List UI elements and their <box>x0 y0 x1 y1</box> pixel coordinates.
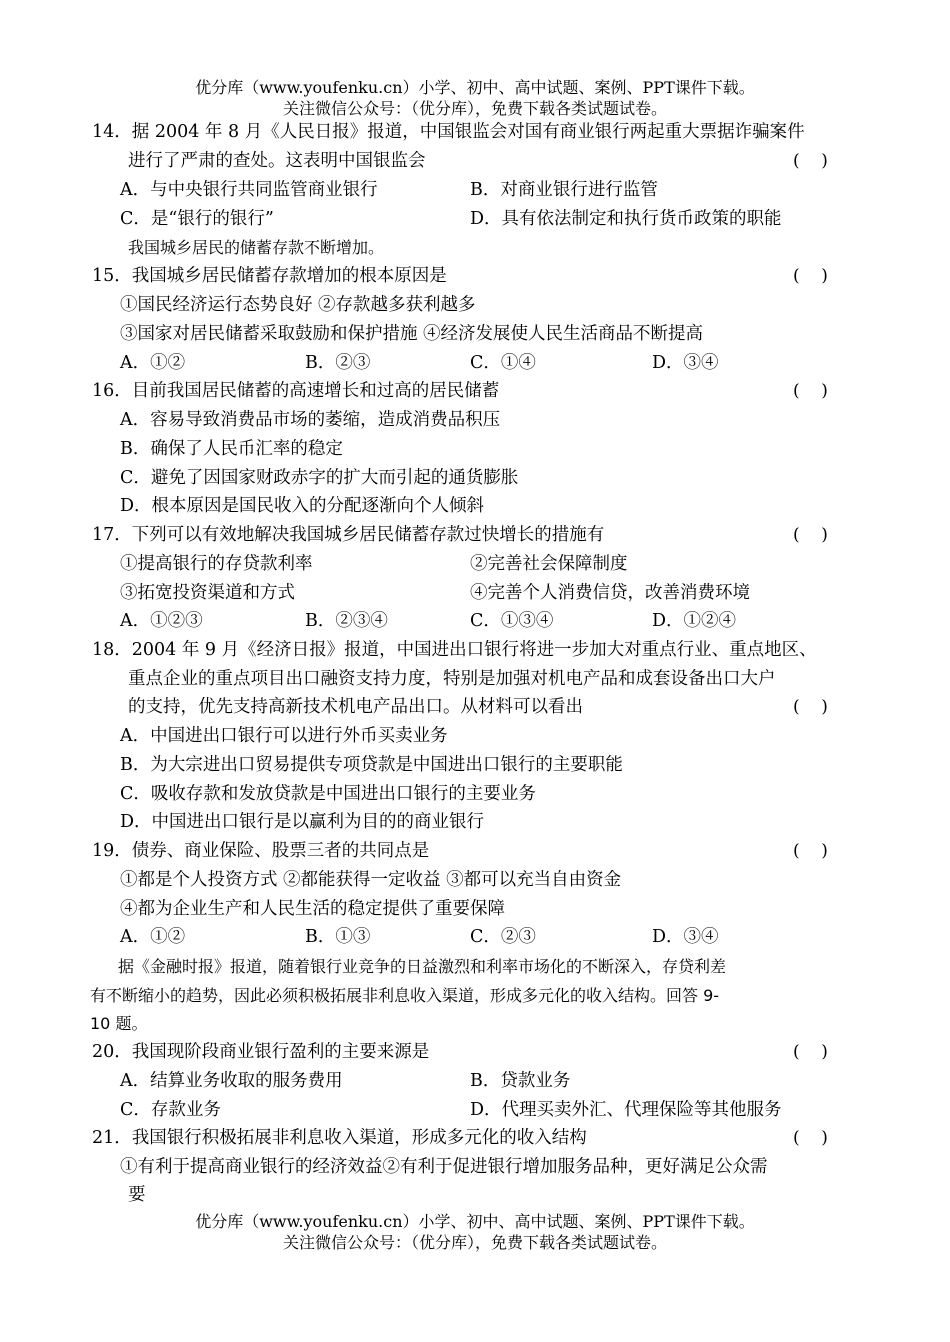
q17-choice-3: ③拓宽投资渠道和方式 <box>120 583 295 603</box>
q14-stem-line-2: 进行了严肃的查处。这表明中国银监会 <box>128 151 426 171</box>
q14-option-c: C．是“银行的银行” <box>120 209 274 229</box>
q17-choice-4: ④完善个人消费信贷，改善消费环境 <box>470 583 750 603</box>
q15-option-a: A．①② <box>120 353 186 373</box>
q19-option-b: B．①③ <box>305 927 371 947</box>
q15-option-c: C．①④ <box>470 353 536 373</box>
q19-option-c: C．②③ <box>470 927 536 947</box>
q18-answer-blank: ( ) <box>793 697 828 717</box>
q15-option-d: D．③④ <box>652 353 719 373</box>
q14-option-a: A．与中央银行共同监管商业银行 <box>120 180 378 200</box>
q18-option-d: D．中国进出口银行是以赢利为目的的商业银行 <box>120 812 485 832</box>
q17-stem: 17．下列可以有效地解决我国城乡居民储蓄存款过快增长的措施有 <box>92 525 605 545</box>
q18-stem-line-2: 重点企业的重点项目出口融资支持力度，特别是加强对机电产品和成套设备出口大户 <box>128 669 776 689</box>
q16-option-b: B．确保了人民币汇率的稳定 <box>120 439 343 459</box>
q21-choices-line-2: 要 <box>128 1185 146 1205</box>
q19-option-a: A．①② <box>120 927 186 947</box>
q21-answer-blank: ( ) <box>793 1128 828 1148</box>
q14-stem-line-1: 14．据 2004 年 8 月《人民日报》报道，中国银监会对国有商业银行两起重大票据诈骗案件 <box>92 122 805 142</box>
q19-option-d: D．③④ <box>652 927 719 947</box>
q14-answer-blank: ( ) <box>793 151 828 171</box>
q19-choices-line-1: ①都是个人投资方式 ②都能获得一定收益 ③都可以充当自由资金 <box>120 870 622 890</box>
passage-finance-line-3: 10 题。 <box>90 1014 148 1033</box>
q18-option-a: A．中国进出口银行可以进行外币买卖业务 <box>120 726 448 746</box>
footer-line-2: 关注微信公众号：（优分库），免费下载各类试题试卷。 <box>282 1233 667 1252</box>
q16-stem: 16．目前我国居民储蓄的高速增长和过高的居民储蓄 <box>92 381 500 401</box>
q14-option-d: D．具有依法制定和执行货币政策的职能 <box>470 209 782 229</box>
q19-choices-line-2: ④都为企业生产和人民生活的稳定提供了重要保障 <box>120 899 505 919</box>
header-line-1: 优分库（www.youfenku.cn）小学、初中、高中试题、案例、PPT课件下载。 <box>195 78 755 97</box>
passage-finance-line-1: 据《金融时报》报道，随着银行业竞争的日益激烈和利率市场化的不断深入，存贷利差 <box>118 957 727 976</box>
q17-option-b: B．②③④ <box>305 611 388 631</box>
q20-stem: 20．我国现阶段商业银行盈利的主要来源是 <box>92 1042 430 1062</box>
q20-option-b: B．贷款业务 <box>470 1071 571 1091</box>
q20-option-a: A．结算业务收取的服务费用 <box>120 1071 343 1091</box>
q17-option-d: D．①②④ <box>652 611 737 631</box>
q15-answer-blank: ( ) <box>793 266 828 286</box>
q17-choice-1: ①提高银行的存贷款利率 <box>120 554 313 574</box>
q16-option-c: C．避免了因国家财政赤字的扩大而引起的通货膨胀 <box>120 468 519 488</box>
q20-answer-blank: ( ) <box>793 1042 828 1062</box>
q14-option-b: B．对商业银行进行监管 <box>470 180 658 200</box>
q15-choices-line-2: ③国家对居民储蓄采取鼓励和保护措施 ④经济发展使人民生活商品不断提高 <box>120 324 704 344</box>
q18-option-c: C．吸收存款和发放贷款是中国进出口银行的主要业务 <box>120 784 536 804</box>
q17-option-a: A．①②③ <box>120 611 203 631</box>
passage-finance-line-2: 有不断缩小的趋势，因此必须积极拓展非利息收入渠道，形成多元化的收入结构。回答 9- <box>90 986 720 1005</box>
q19-answer-blank: ( ) <box>793 841 828 861</box>
q16-option-a: A．容易导致消费品市场的萎缩，造成消费品积压 <box>120 410 501 430</box>
header-line-2: 关注微信公众号：（优分库），免费下载各类试题试卷。 <box>282 99 667 118</box>
q17-answer-blank: ( ) <box>793 525 828 545</box>
q16-answer-blank: ( ) <box>793 381 828 401</box>
q18-stem-line-1: 18．2004 年 9 月《经济日报》报道，中国进出口银行将进一步加大对重点行业、重点地区、 <box>92 640 817 660</box>
q18-option-b: B．为大宗进出口贸易提供专项贷款是中国进出口银行的主要职能 <box>120 755 623 775</box>
q17-option-c: C．①③④ <box>470 611 554 631</box>
q16-option-d: D．根本原因是国民收入的分配逐渐向个人倾斜 <box>120 496 485 516</box>
q19-stem: 19．债券、商业保险、股票三者的共同点是 <box>92 841 430 861</box>
footer-line-1: 优分库（www.youfenku.cn）小学、初中、高中试题、案例、PPT课件下载。 <box>195 1212 755 1231</box>
passage-savings: 我国城乡居民的储蓄存款不断增加。 <box>128 238 385 257</box>
q21-stem: 21．我国银行积极拓展非利息收入渠道，形成多元化的收入结构 <box>92 1128 587 1148</box>
q15-choices-line-1: ①国民经济运行态势良好 ②存款越多获利越多 <box>120 295 476 315</box>
q21-choices-line-1: ①有利于提高商业银行的经济效益②有利于促进银行增加服务品种，更好满足公众需 <box>120 1157 768 1177</box>
q18-stem-line-3: 的支持，优先支持高新技术机电产品出口。从材料可以看出 <box>128 697 583 717</box>
q20-option-d: D．代理买卖外汇、代理保险等其他服务 <box>470 1100 782 1120</box>
q15-stem: 15．我国城乡居民储蓄存款增加的根本原因是 <box>92 266 447 286</box>
q15-option-b: B．②③ <box>305 353 371 373</box>
q20-option-c: C．存款业务 <box>120 1100 221 1120</box>
q17-choice-2: ②完善社会保障制度 <box>470 554 628 574</box>
